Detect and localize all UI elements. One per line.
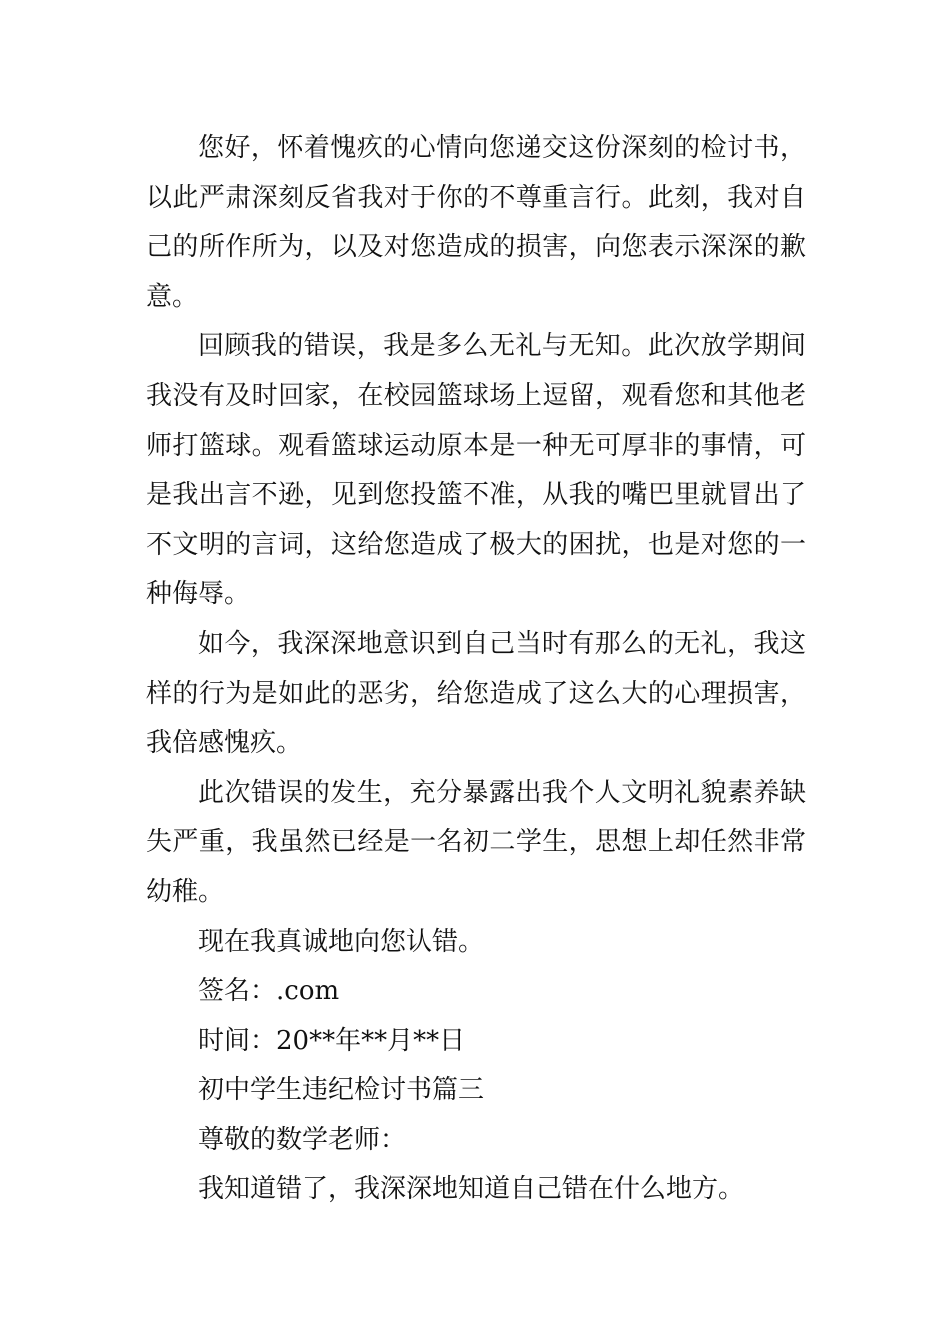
line-date: 时间：20**年**月**日 <box>198 1025 466 1056</box>
paragraph-realization: 如今，我深深地意识到自己当时有那么的无礼，我这样的行为是如此的恶劣，给您造成了这么大的心理损害，我倍感愧疚。 <box>146 628 806 759</box>
line-opening: 我知道错了，我深深地知道自己错在什么地方。 <box>198 1174 745 1205</box>
paragraph-review-mistake: 回顾我的错误，我是多么无礼与无知。此次放学期间我没有及时回家，在校园篮球场上逗留，观看您和其他老师打篮球。观看篮球运动原本是一种无可厚非的事情，可是我出言不逊，见到您投篮不准，从我的嘴巴里就冒出了不文明的言词，这给您造成了极大的困扰，也是对您的一种侮辱。 <box>146 331 806 610</box>
paragraph-reflection: 此次错误的发生，充分暴露出我个人文明礼貌素养缺失严重，我虽然已经是一名初二学生，思想上却任然非常幼稚。 <box>146 777 806 907</box>
line-signature: 签名：.com <box>198 976 340 1007</box>
salutation: 尊敬的数学老师： <box>198 1124 407 1155</box>
document-body <box>146 124 806 1215</box>
paragraph-apology-intro: 您好，怀着愧疚的心情向您递交这份深刻的检讨书，以此严肃深刻反省我对于你的不尊重言行。此刻，我对自己的所作所为，以及对您造成的损害，向您表示深深的歉意。 <box>146 133 806 312</box>
line-admit-error: 现在我真诚地向您认错。 <box>198 926 485 957</box>
section-heading: 初中学生违纪检讨书篇三 <box>198 1075 485 1106</box>
